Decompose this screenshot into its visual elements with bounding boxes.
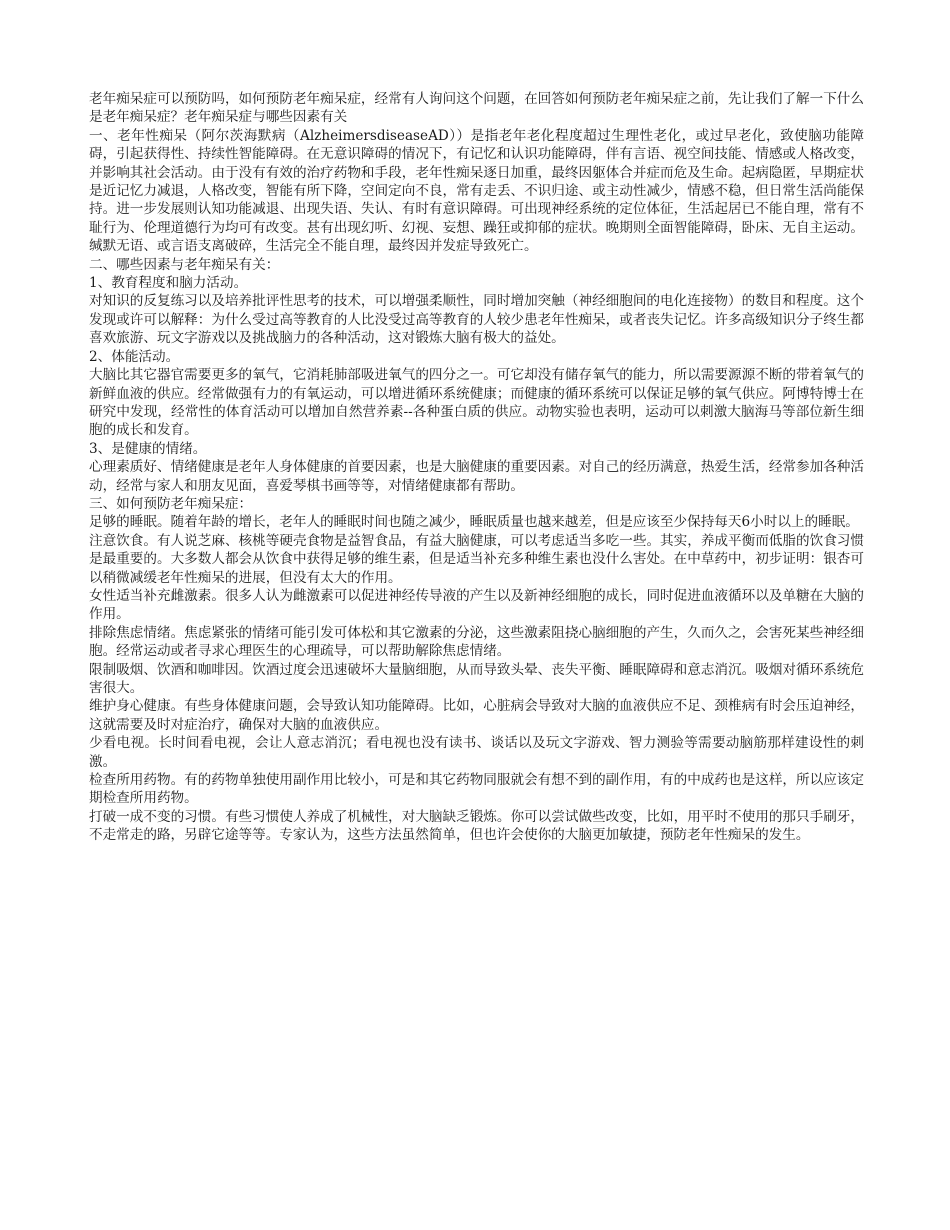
subheading-education: 1、教育程度和脑力活动。 bbox=[89, 275, 248, 292]
tip-diet: 注意饮食。有人说芝麻、核桃等硬壳食物是益智食品，有益大脑健康，可以考虑适当多吃一些。其实，养成平衡而低脂的饮食习惯是最重要的。大多数人都会从饮食中获得足够的维生素，但是适当补充多种维生素也没什么害处。在中草药中，初步证明：银杏可以稍微减缓老年性痴呆的进展，但没有太大的作用。 bbox=[89, 532, 864, 586]
subheading-emotion: 3、是健康的情绪。 bbox=[89, 440, 207, 457]
emotion-paragraph: 心理素质好、情绪健康是老年人身体健康的首要因素，也是大脑健康的重要因素。对自己的经历满意，热爱生活，经常参加各种活动，经常与家人和朋友见面，喜爱琴棋书画等等，对情绪健康都有帮助。 bbox=[89, 459, 864, 494]
tip-tv: 少看电视。长时间看电视，会让人意志消沉；看电视也没有读书、谈话以及玩文字游戏、智力测验等需要动脑筋那样建设性的刺激。 bbox=[89, 735, 864, 770]
tip-sleep: 足够的睡眠。随着年龄的增长，老年人的睡眠时间也随之减少，睡眠质量也越来越差，但是应该至少保持每天6小时以上的睡眠。 bbox=[89, 514, 859, 531]
section-heading-factors: 二、哪些因素与老年痴呆有关： bbox=[89, 256, 280, 273]
tip-smoking-alcohol: 限制吸烟、饮酒和咖啡因。饮酒过度会迅速破坏大量脑细胞，从而导致头晕、丧失平衡、睡眠障碍和意志消沉。吸烟对循环系统危害很大。 bbox=[89, 661, 864, 696]
definition-paragraph: 一、老年性痴呆（阿尔茨海默病（AlzheimersdiseaseAD））是指老年老化程度超过生理性老化，或过早老化，致使脑功能障碍，引起获得性、持续性智能障碍。在无意识障碍的情况下，有记忆和认识功能障碍，伴有言语、视空间技能、情感或人格改变，并影响其社会活动。由于没有有效的治疗药物和手段，老年性痴呆逐日加重，最终因躯体合并症而危及生命。起病隐匿，早期症状是近记忆力减退，人格改变，智能有所下降，空间定向不良，常有走丢、不识归途、或主动性减少，情感不稳，但日常生活尚能保持。进一步发展则认知功能减退、出现失语、失认、有时有意识障碍。可出现神经系统的定位体征，生活起居已不能自理，常有不耻行为、伦理道德行为均可有改变。甚有出现幻听、幻视、妄想、躁狂或抑郁的症状。晚期则全面智能障碍，卧床、无自主运动。缄默无语、或言语支离破碎，生活完全不能自理，最终因并发症导致死亡。 bbox=[89, 127, 864, 255]
tip-habits: 打破一成不变的习惯。有些习惯使人养成了机械性，对大脑缺乏锻炼。你可以尝试做些改变，比如，用平时不使用的那只手刷牙，不走常走的路，另辟它途等等。专家认为，这些方法虽然简单，但也许会使你的大脑更加敏捷，预防老年性痴呆的发生。 bbox=[89, 808, 864, 844]
document-body bbox=[89, 90, 864, 845]
intro-paragraph: 老年痴呆症可以预防吗，如何预防老年痴呆症，经常有人询问这个问题，在回答如何预防老年痴呆症之前，先让我们了解一下什么是老年痴呆症？老年痴呆症与哪些因素有关 bbox=[89, 91, 864, 126]
tip-estrogen: 女性适当补充雌激素。很多人认为雌激素可以促进神经传导液的产生以及新神经细胞的成长，同时促进血液循环以及单糖在大脑的作用。 bbox=[89, 587, 864, 623]
subheading-exercise: 2、体能活动。 bbox=[89, 348, 180, 365]
education-paragraph: 对知识的反复练习以及培养批评性思考的技术，可以增强柔顺性，同时增加突触（神经细胞间的电化连接物）的数目和程度。这个发现或许可以解释：为什么受过高等教育的人比没受过高等教育的人较少患老年性痴呆，或者丧失记忆。许多高级知识分子终生都喜欢旅游、玩文字游戏以及挑战脑力的各种活动，这对锻炼大脑有极大的益处。 bbox=[89, 293, 864, 347]
tip-anxiety: 排除焦虑情绪。焦虑紧张的情绪可能引发可体松和其它激素的分泌，这些激素阻挠心脑细胞的产生，久而久之，会害死某些神经细胞。经常运动或者寻求心理医生的心理疏导，可以帮助解除焦虑情绪。 bbox=[89, 624, 864, 660]
exercise-paragraph: 大脑比其它器官需要更多的氧气，它消耗肺部吸进氧气的四分之一。可它却没有储存氧气的能力，所以需要源源不断的带着氧气的新鲜血液的供应。经常做强有力的有氧运动，可以增进循环系统健康；而健康的循环系统可以保证足够的氧气供应。阿博特博士在研究中发现，经常性的体育活动可以增加自然营养素--各种蛋白质的供应。动物实验也表明，运动可以刺激大脑海马等部位新生细胞的成长和发育。 bbox=[89, 367, 864, 439]
section-heading-prevention: 三、如何预防老年痴呆症： bbox=[89, 495, 253, 512]
tip-medication: 检查所用药物。有的药物单独使用副作用比较小，可是和其它药物同服就会有想不到的副作用，有的中成药也是这样，所以应该定期检查所用药物。 bbox=[89, 772, 864, 807]
tip-health: 维护身心健康。有些身体健康问题，会导致认知功能障碍。比如，心脏病会导致对大脑的血液供应不足、颈椎病有时会压迫神经，这就需要及时对症治疗，确保对大脑的血液供应。 bbox=[89, 698, 864, 733]
